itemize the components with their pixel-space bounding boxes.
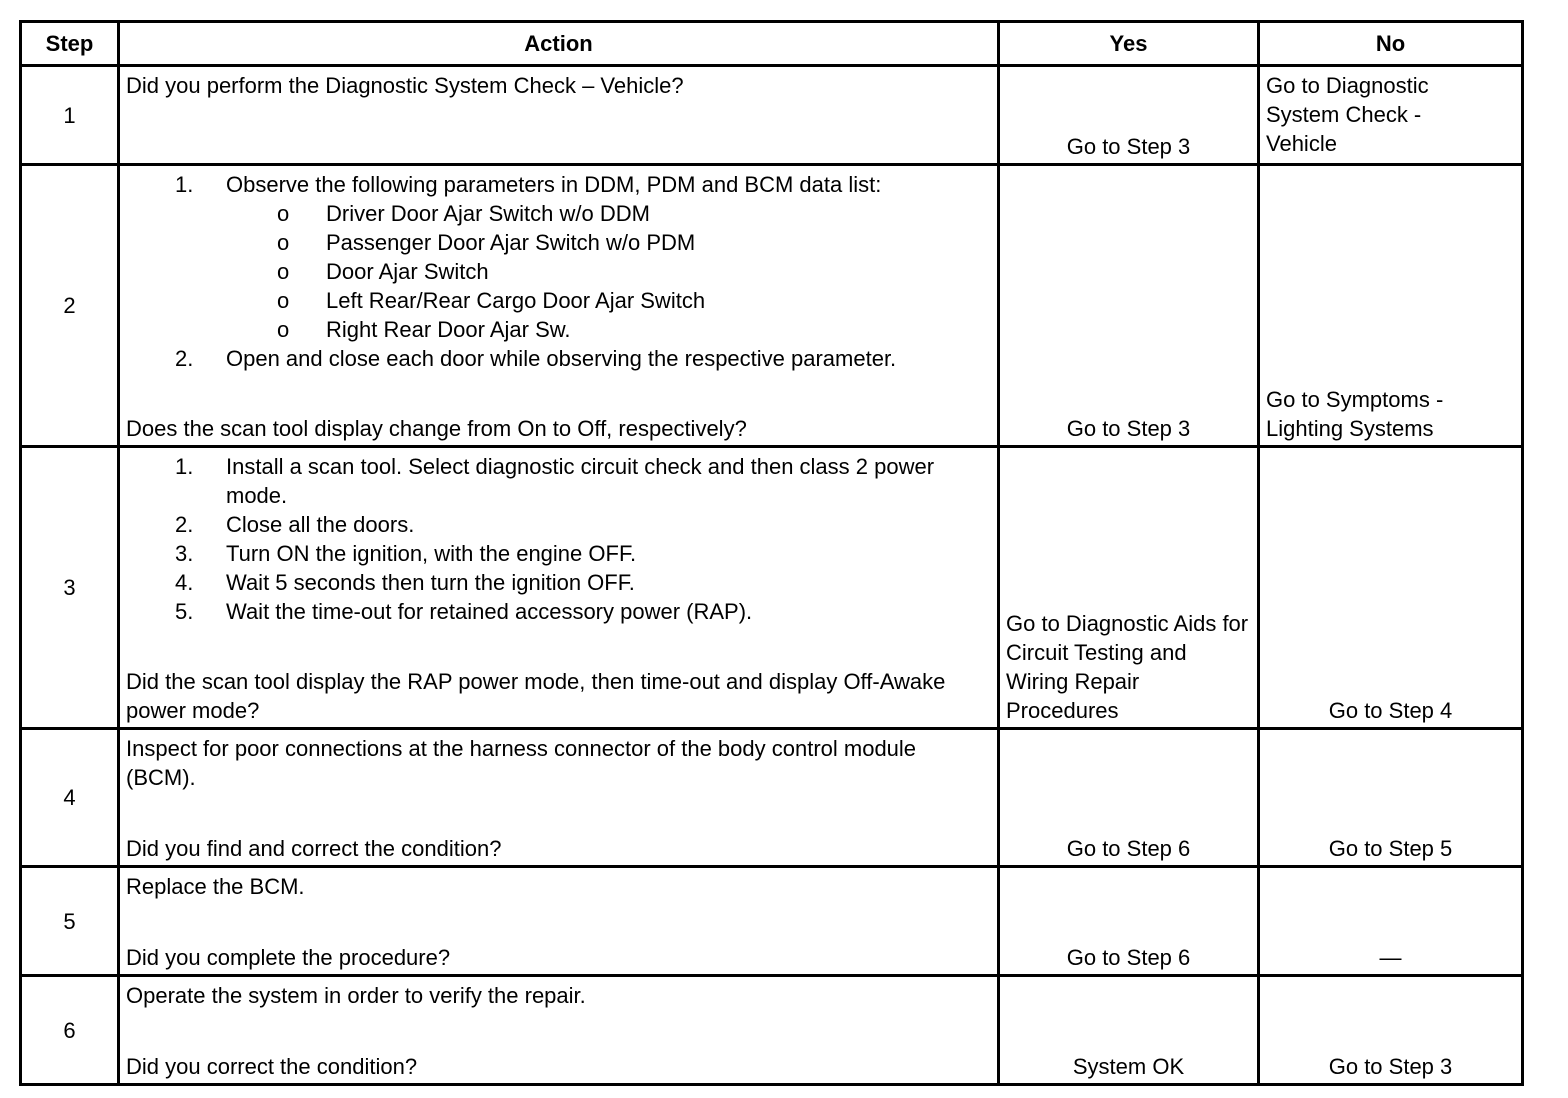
procedure-list: [120, 170, 997, 199]
action-cell: [119, 867, 999, 976]
question-text: Did you find and correct the condition?: [126, 836, 502, 861]
table-row: [21, 66, 1523, 165]
list-item: [120, 597, 997, 626]
question-text: Did you complete the procedure?: [126, 945, 451, 970]
list-item: [120, 228, 997, 257]
yes-cell: [999, 976, 1259, 1085]
list-number: 2.: [175, 346, 194, 371]
step-number: 2: [21, 165, 119, 447]
yes-cell: [999, 165, 1259, 447]
yes-answer: Go to Step 3: [1066, 134, 1191, 159]
list-item: [120, 257, 997, 286]
action-cell: [119, 447, 999, 729]
step-number: 4: [21, 729, 119, 867]
yes-answer: Go to Diagnostic Aids for Circuit Testing and Wiring Repair Procedures: [1006, 611, 1249, 723]
action-cell: [119, 66, 999, 165]
question-text: Did you correct the condition?: [126, 1054, 418, 1079]
no-answer: Go to Step 3: [1328, 1054, 1453, 1079]
header-action: Action: [119, 22, 999, 66]
no-cell: [1259, 729, 1523, 867]
list-text: Passenger Door Ajar Switch w/o PDM: [326, 230, 696, 255]
bullet-marker: o: [277, 259, 290, 284]
no-cell: [1259, 165, 1523, 447]
no-answer: Go to Step 4: [1328, 698, 1453, 723]
yes-cell: [999, 66, 1259, 165]
list-number: 1.: [175, 454, 194, 479]
list-item: [120, 344, 997, 373]
list-number: 5.: [175, 599, 194, 624]
no-cell: [1259, 867, 1523, 976]
list-number: 2.: [175, 512, 194, 537]
question-text: Does the scan tool display change from On to Off, respectively?: [126, 416, 747, 441]
list-text: Close all the doors.: [226, 512, 415, 537]
action-text: Operate the system in order to verify the repair.: [126, 983, 586, 1008]
header-no: No: [1259, 22, 1523, 66]
list-text: Driver Door Ajar Switch w/o DDM: [326, 201, 650, 226]
list-item: [120, 170, 997, 199]
list-item: [120, 510, 997, 539]
list-text: Door Ajar Switch: [326, 259, 489, 284]
list-text: Open and close each door while observing the respective parameter.: [226, 346, 897, 371]
bullet-marker: o: [277, 317, 290, 342]
list-number: 1.: [175, 172, 194, 197]
no-answer: Go to Step 5: [1328, 836, 1453, 861]
table-row: [21, 447, 1523, 729]
no-answer: Go to Diagnostic System Check - Vehicle: [1266, 73, 1429, 156]
procedure-list: [120, 452, 997, 626]
action-text: Replace the BCM.: [126, 874, 305, 899]
list-number: 3.: [175, 541, 194, 566]
step-number: 3: [21, 447, 119, 729]
header-step: Step: [21, 22, 119, 66]
list-text: Install a scan tool. Select diagnostic circuit check and then class 2 power mode.: [226, 454, 935, 508]
action-cell: [119, 976, 999, 1085]
header-row: [21, 22, 1523, 66]
no-cell: [1259, 976, 1523, 1085]
bullet-marker: o: [277, 288, 290, 313]
bullet-marker: o: [277, 201, 290, 226]
diagnostic-table: [19, 20, 1524, 1086]
step-number: 1: [21, 66, 119, 165]
question-text: Did the scan tool display the RAP power mode, then time-out and display Off-Awake power mode?: [126, 669, 946, 723]
list-text: Wait 5 seconds then turn the ignition OFF.: [226, 570, 635, 595]
list-text: Observe the following parameters in DDM, PDM and BCM data list:: [226, 172, 882, 197]
action-text: Inspect for poor connections at the harness connector of the body control module (BCM).: [126, 736, 917, 790]
yes-answer: Go to Step 6: [1066, 836, 1191, 861]
table-row: [21, 976, 1523, 1085]
no-cell: [1259, 66, 1523, 165]
list-item: [120, 452, 997, 510]
list-item: [120, 539, 997, 568]
table-row: [21, 165, 1523, 447]
list-number: 4.: [175, 570, 194, 595]
no-answer: Go to Symptoms - Lighting Systems: [1266, 387, 1444, 441]
list-text: Wait the time-out for retained accessory power (RAP).: [226, 599, 753, 624]
list-item: [120, 199, 997, 228]
header-yes: Yes: [999, 22, 1259, 66]
list-item: [120, 315, 997, 344]
yes-answer: Go to Step 3: [1066, 416, 1191, 441]
step-number: 5: [21, 867, 119, 976]
action-text: Did you perform the Diagnostic System Check – Vehicle?: [126, 73, 684, 98]
list-item: [120, 568, 997, 597]
table-row: [21, 729, 1523, 867]
no-cell: [1259, 447, 1523, 729]
list-text: Left Rear/Rear Cargo Door Ajar Switch: [326, 288, 706, 313]
yes-answer: System OK: [1072, 1054, 1185, 1079]
table-row: [21, 867, 1523, 976]
parameter-list: [120, 199, 997, 344]
bullet-marker: o: [277, 230, 290, 255]
list-text: Right Rear Door Ajar Sw.: [326, 317, 571, 342]
yes-cell: [999, 729, 1259, 867]
no-answer: —: [1379, 945, 1402, 970]
list-item: [120, 286, 997, 315]
list-text: Turn ON the ignition, with the engine OFF.: [226, 541, 637, 566]
yes-cell: [999, 447, 1259, 729]
action-cell: [119, 729, 999, 867]
procedure-list: [120, 344, 997, 373]
action-cell: [119, 165, 999, 447]
yes-cell: [999, 867, 1259, 976]
yes-answer: Go to Step 6: [1066, 945, 1191, 970]
step-number: 6: [21, 976, 119, 1085]
